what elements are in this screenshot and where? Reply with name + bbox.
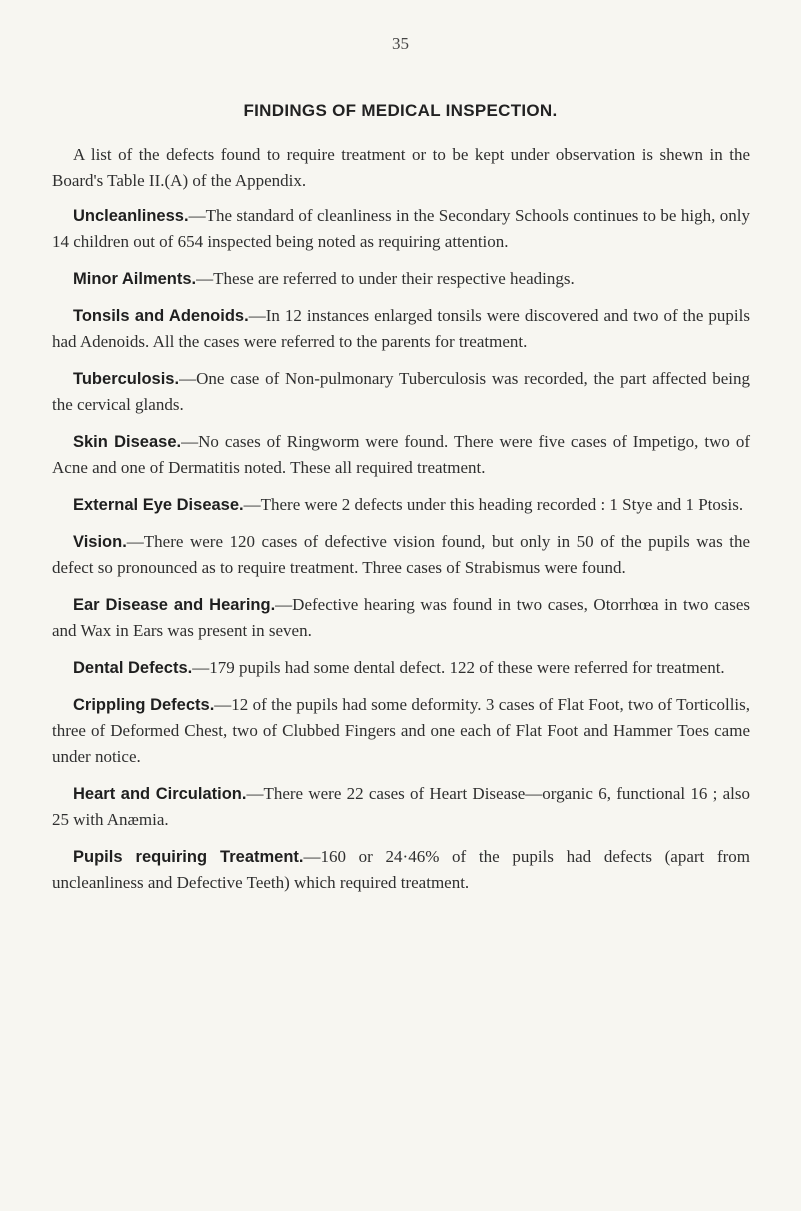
- section-dental-defects: [52, 655, 750, 681]
- section-heading: Uncleanliness.: [73, 207, 189, 225]
- section-tonsils-adenoids: [52, 303, 750, 355]
- section-text: —One case of Non-pulmonary Tuberculosis was recorded, the part affected being the cervical glands.: [52, 369, 750, 414]
- section-heading: Crippling Defects.: [73, 696, 215, 714]
- section-minor-ailments: [52, 266, 750, 292]
- intro-paragraph: A list of the defects found to require treatment or to be kept under observation is shewn in the Board's Table II.(A) of the Appendix.: [52, 145, 750, 190]
- section-tuberculosis: [52, 366, 750, 418]
- section-heading: Tuberculosis.: [73, 370, 180, 388]
- section-text: —160 or 24·46% of the pupils had defects (apart from uncleanliness and Defective Teeth) which required treatment.: [52, 847, 751, 892]
- section-text: —179 pupils had some dental defect. 122 of these were referred for treatment.: [192, 658, 725, 677]
- page-number: 35: [392, 34, 409, 53]
- section-heading: Vision.: [73, 533, 127, 551]
- section-uncleanliness: [52, 203, 750, 255]
- section-text: —These are referred to under their respective headings.: [196, 269, 575, 288]
- section-heading: Minor Ailments.: [73, 270, 197, 288]
- section-heading: Dental Defects.: [73, 659, 193, 677]
- section-vision: [52, 529, 750, 581]
- section-skin-disease: [52, 429, 750, 481]
- page-title: FINDINGS OF MEDICAL INSPECTION.: [243, 101, 558, 120]
- section-ear-disease-hearing: [52, 592, 750, 644]
- section-text: —The standard of cleanliness in the Secondary Schools continues to be high, only 14 children out of 654 inspected being noted as requiring attention.: [52, 206, 750, 251]
- section-crippling-defects: [52, 692, 750, 770]
- section-heading: Ear Disease and Hearing.: [73, 596, 276, 614]
- section-text: —Defective hearing was found in two cases, Otorrhœa in two cases and Wax in Ears was present in seven.: [52, 595, 750, 640]
- section-heading: Pupils requiring Treatment.: [73, 848, 304, 866]
- section-heading: External Eye Disease.: [73, 496, 244, 514]
- section-external-eye-disease: [52, 492, 750, 518]
- section-text: —There were 2 defects under this heading recorded : 1 Stye and 1 Ptosis.: [243, 495, 744, 514]
- section-text: —There were 120 cases of defective vision found, but only in 50 of the pupils was the defect so pronounced as to require treatment. Three cases of Strabismus were found.: [52, 532, 750, 577]
- section-text: —There were 22 cases of Heart Disease—organic 6, functional 16 ; also 25 with Anæmia.: [52, 784, 750, 829]
- section-pupils-requiring-treatment: [52, 844, 750, 896]
- section-text: —In 12 instances enlarged tonsils were discovered and two of the pupils had Adenoids. All the cases were referred to the parents for treatment.: [52, 306, 750, 351]
- section-heart-circulation: [52, 781, 750, 833]
- section-text: —No cases of Ringworm were found. There were five cases of Impetigo, two of Acne and one of Dermatitis noted. These all required treatment.: [52, 432, 750, 477]
- body-text: [52, 142, 750, 907]
- section-text: —12 of the pupils had some deformity. 3 cases of Flat Foot, two of Torticollis, three of Deformed Chest, two of Clubbed Fingers and one each of Flat Foot and Hammer Toes came under notice.: [52, 695, 751, 766]
- section-heading: Tonsils and Adenoids.: [73, 307, 249, 325]
- section-heading: Skin Disease.: [73, 433, 182, 451]
- section-heading: Heart and Circulation.: [73, 785, 247, 803]
